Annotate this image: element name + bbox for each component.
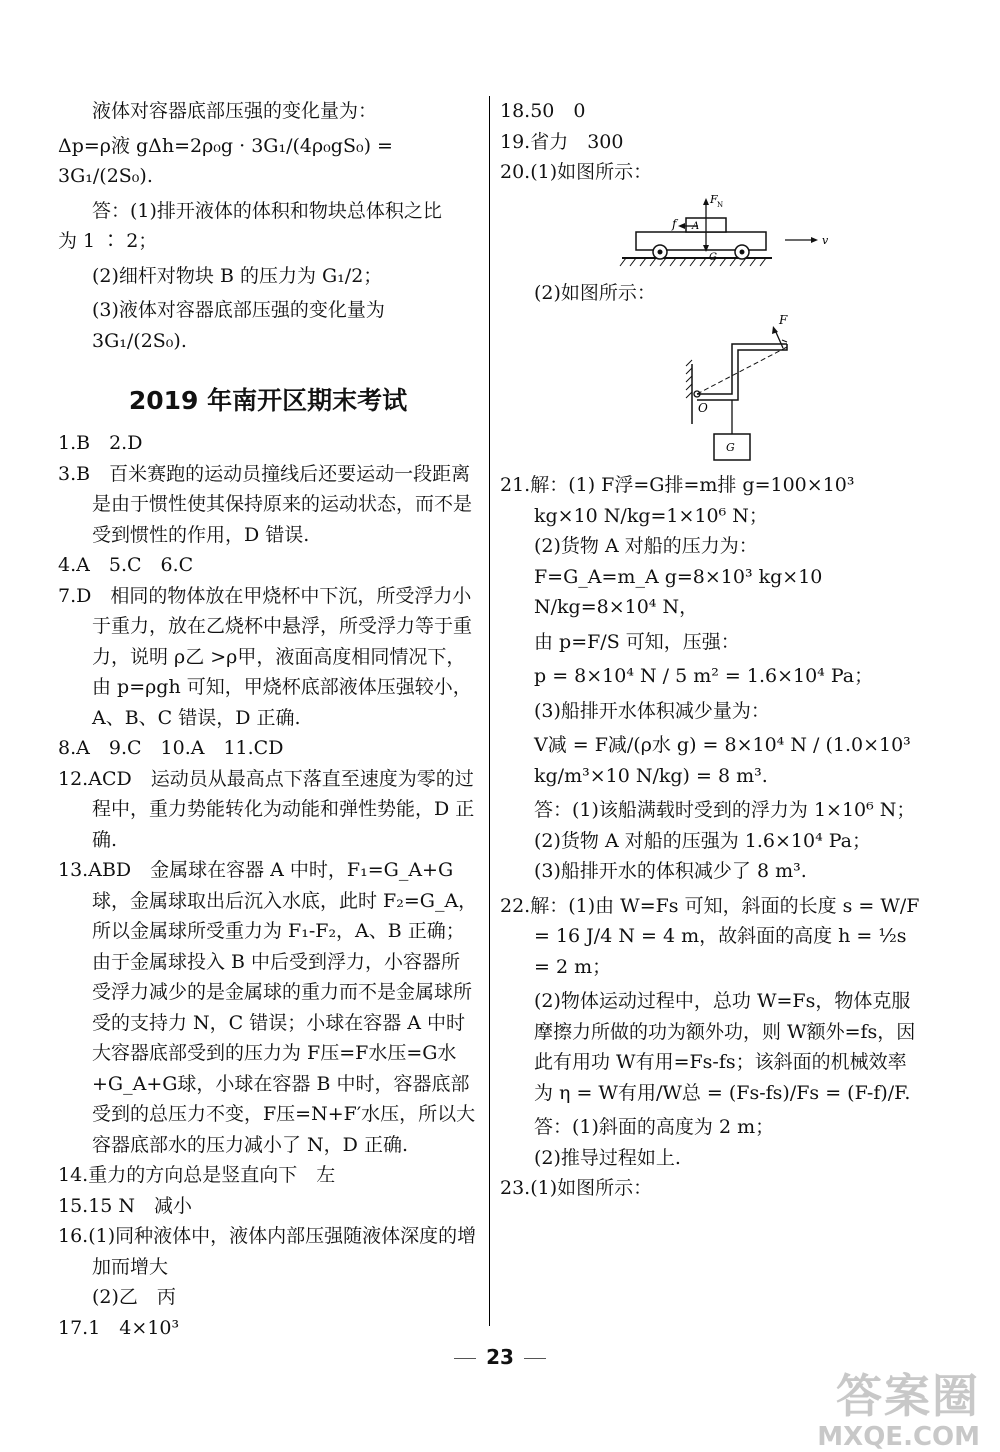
fn-label: F xyxy=(710,193,718,206)
answer-item: 18.50 0 xyxy=(500,100,586,122)
answer-item: 19.省力 300 xyxy=(500,130,624,153)
answer-item: p = 8×10⁴ N / 5 m² = 1.6×10⁴ Pa； xyxy=(534,665,874,687)
watermark-url: MXQE.COM xyxy=(817,1422,980,1452)
block-a-label: A xyxy=(692,220,700,232)
pivot-o-label: O xyxy=(698,401,708,415)
gravity-label: G xyxy=(709,251,717,263)
text-line: 为 1 ∶ 2； xyxy=(58,230,158,252)
answer-item: 14.重力的方向总是竖直向下 左 xyxy=(58,1164,336,1186)
section-title: 2019 年南开区期末考试 xyxy=(128,386,408,415)
answer-item: 答：(1)该船满载时受到的浮力为 1×10⁶ N； xyxy=(534,799,916,821)
text-line: (3)液体对容器底部压强的变化量为 3G₁/(2S₀). xyxy=(92,299,391,352)
answer-item: (3)船排开水的体积减少了 8 m³. xyxy=(534,860,807,882)
answer-item: 17.1 4×10³ xyxy=(58,1316,180,1339)
answer-item: (2)推导过程如上. xyxy=(534,1146,681,1169)
answer-item: 22.解：(1)由 W=Fs 可知，斜面的长度 s = W/F = 16 J/4 N = 4 m，故斜面的高度 h = ½s = 2 m； xyxy=(500,894,926,978)
answer-item: 21.解：(1) F浮=G排=m排 g=100×10³ kg×10 N/kg=1×10⁶ N； xyxy=(500,474,861,527)
friction-label: f xyxy=(672,216,677,231)
answer-item: F=G_A=m_A g=8×10³ kg×10 N/kg=8×10⁴ N， xyxy=(534,565,829,618)
answer-item: (2)如图所示： xyxy=(534,281,656,304)
lever-diagram xyxy=(500,314,920,464)
answer-item: 16.(1)同种液体中，液体内部压强随液体深度的增加而增大 xyxy=(58,1225,477,1278)
answer-item: 4.A 5.C 6.C xyxy=(58,554,194,576)
answer-item: (2)物体运动过程中，总功 W=Fs，物体克服摩擦力所做的功为额外功，则 W额外=fs，因此有用功 W有用=Fs-fs；该斜面的机械效率为 η = W有用/W总 = (Fs-fs)/Fs = (F-f)/F. xyxy=(534,990,916,1104)
watermark-logo-text: 答案圈 xyxy=(836,1369,980,1423)
answer-item: (2)乙 丙 xyxy=(92,1286,176,1308)
answer-item: 15.15 N 减小 xyxy=(58,1194,193,1217)
column-divider xyxy=(489,96,490,1326)
cart-force-diagram xyxy=(500,194,920,272)
equation-line: Δp=ρ液 gΔh=2ρ₀g · 3G₁/(4ρ₀gS₀) = 3G₁/(2S₀). xyxy=(58,134,399,187)
weight-g-label: G xyxy=(726,441,735,454)
watermark xyxy=(817,1360,980,1452)
answer-item: 12.ACD 运动员从最高点下落直至速度为零的过程中，重力势能转化为动能和弹性势能，D 正确. xyxy=(58,767,475,851)
answer-item: 由 p=F/S 可知，压强： xyxy=(534,630,740,653)
answer-item: 20.(1)如图所示： xyxy=(500,161,653,183)
page-number: 23 xyxy=(0,1345,1000,1369)
velocity-label: v xyxy=(822,233,829,247)
answer-item: (2)货物 A 对船的压力为： xyxy=(534,535,758,557)
text-line: 液体对容器底部压强的变化量为： xyxy=(92,100,378,122)
answer-item: (3)船排开水体积减少量为： xyxy=(534,699,770,722)
answer-item: 1.B 2.D xyxy=(58,432,143,454)
force-f-label: F xyxy=(779,314,788,327)
answer-item: 3.B 百米赛跑的运动员撞线后还要运动一段距离是由于惯性使其保持原来的运动状态，而不是受到惯性的作用，D 错误. xyxy=(58,462,473,546)
answer-item: 23.(1)如图所示： xyxy=(500,1177,653,1199)
answer-item: 8.A 9.C 10.A 11.CD xyxy=(58,737,284,759)
text-line: (2)细杆对物块 B 的压力为 G₁/2； xyxy=(92,264,383,287)
answer-item: V减 = F减/(ρ水 g) = 8×10⁴ N / (1.0×10³ kg/m³×10 N/kg) = 8 m³. xyxy=(534,734,917,787)
text-line: 答：(1)排开液体的体积和物块总体积之比 xyxy=(92,199,442,222)
answer-item: (2)货物 A 对船的压强为 1.6×10⁴ Pa； xyxy=(534,829,871,852)
answer-item: 7.D 相同的物体放在甲烧杯中下沉，所受浮力小于重力，放在乙烧杯中悬浮，所受浮力等于重力，说明 ρ乙 >ρ甲，液面高度相同情况下，由 p=ρgh 可知，甲烧杯底部液体压强较小，A、B、C 错误，D 正确. xyxy=(58,584,473,729)
answer-item: 13.ABD 金属球在容器 A 中时，F₁=G_A+G球，金属球取出后沉入水底，此时 F₂=G_A，所以金属球所受重力为 F₁-F₂，A、B 正确；由于金属球投入 B 中后受到浮力，小容器所受浮力减少的是金属球的重力而不是金属球所受的支持力 N，C 错误；小球在容器 A 中时大容器底部受到的压力为 F压=F水压=G水+G_A+G球，小球在容器 B 中时，容器底部受到的总压力不变，F压=N+F′水压，所以大容器底部水的压力减小了 N，D 正确. xyxy=(58,859,478,1156)
right-column xyxy=(500,96,926,1204)
fn-subscript: N xyxy=(717,200,724,209)
answer-item: 答：(1)斜面的高度为 2 m； xyxy=(534,1116,775,1138)
left-column xyxy=(58,96,478,1343)
